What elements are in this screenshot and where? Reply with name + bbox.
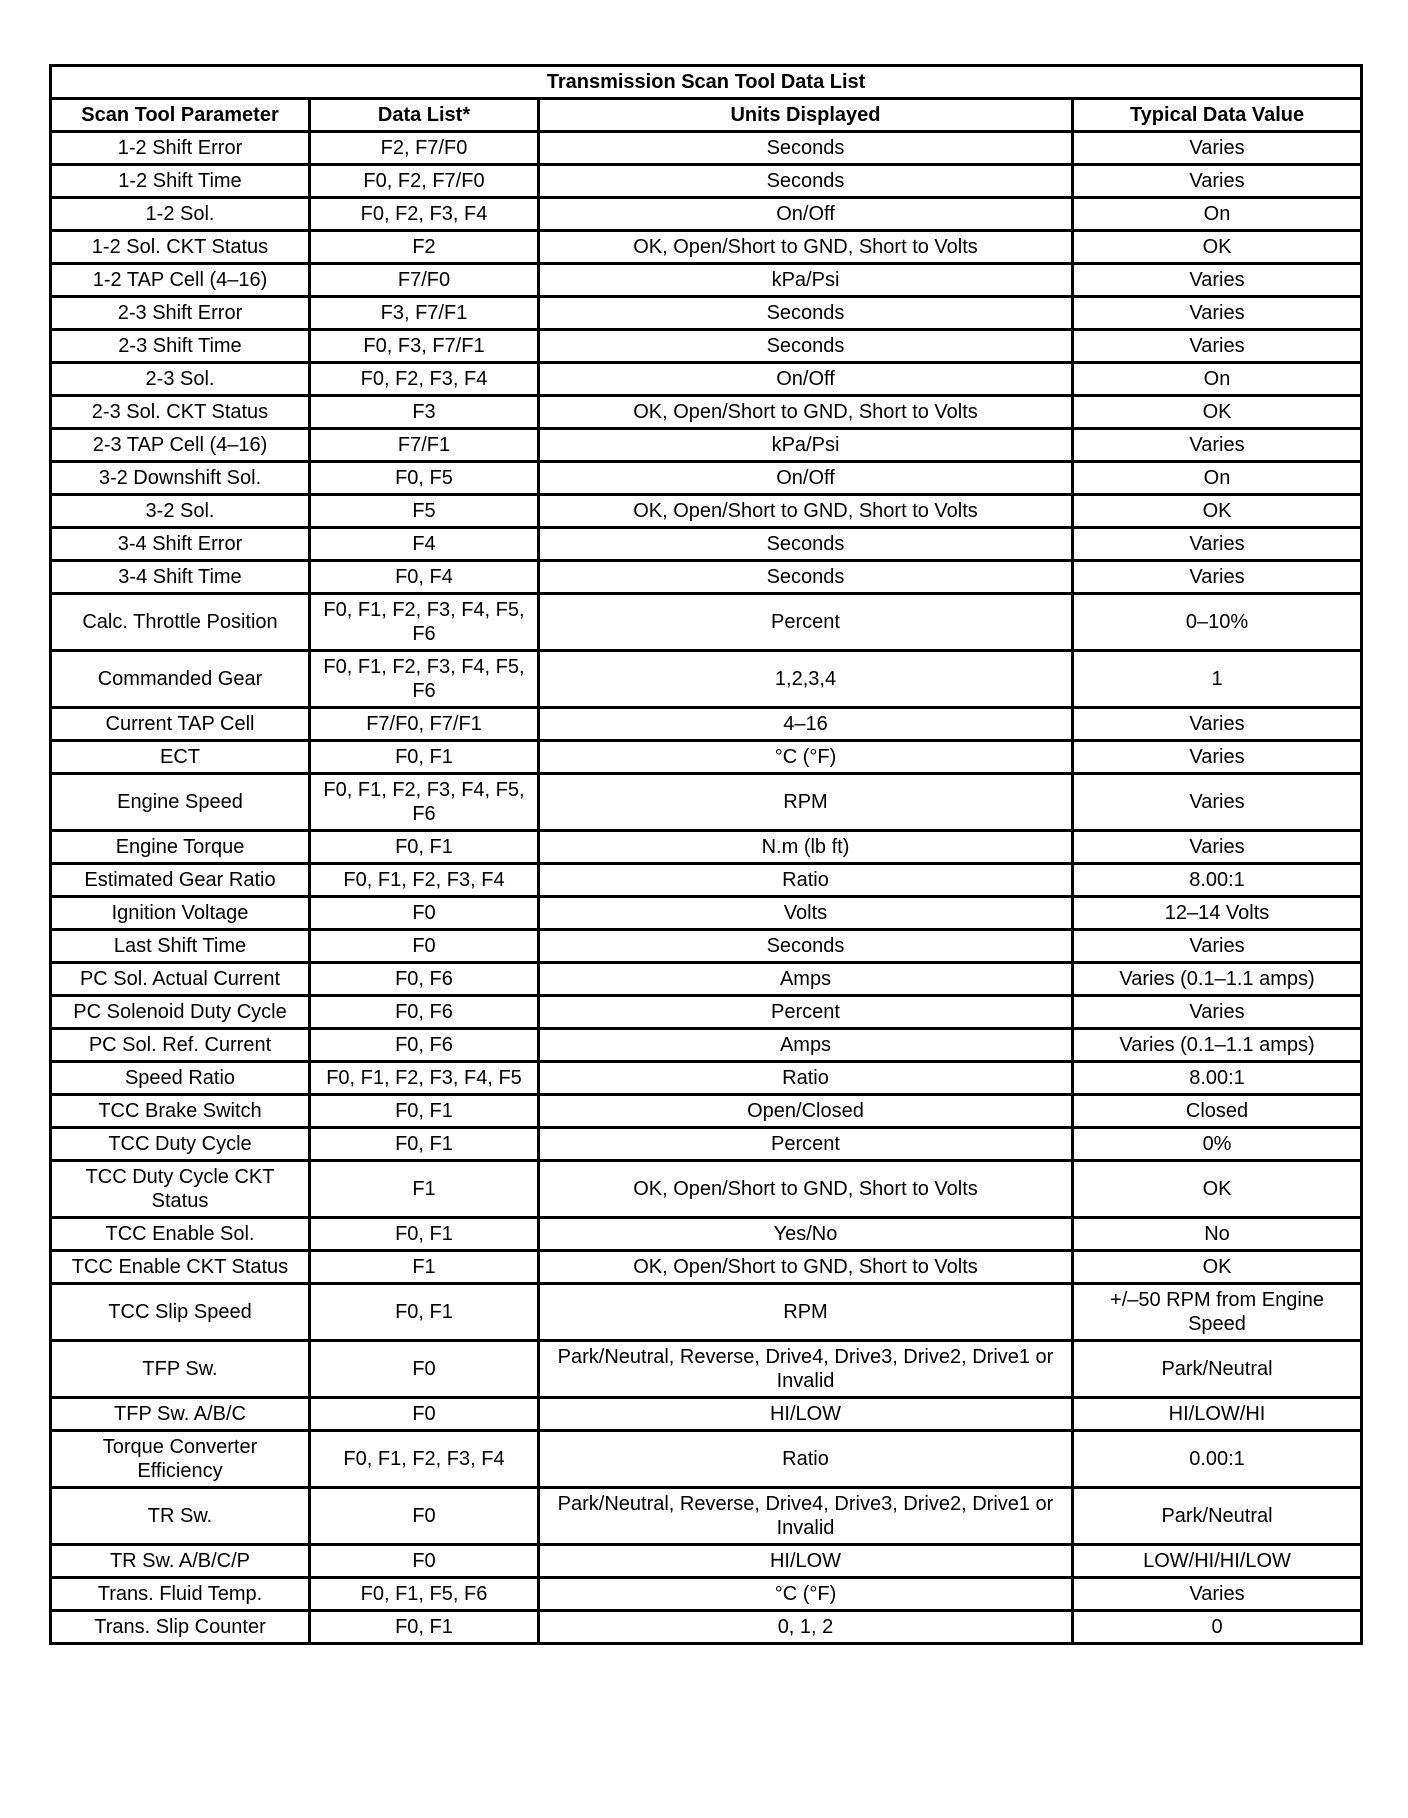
cell-units: On/Off	[539, 462, 1073, 495]
cell-units: OK, Open/Short to GND, Short to Volts	[539, 396, 1073, 429]
cell-data-list: F0, F1, F5, F6	[310, 1578, 539, 1611]
cell-data-list: F7/F0, F7/F1	[310, 708, 539, 741]
cell-parameter: PC Solenoid Duty Cycle	[51, 996, 310, 1029]
cell-data-list: F0, F1, F2, F3, F4	[310, 864, 539, 897]
cell-typical-value: Varies	[1073, 528, 1362, 561]
cell-typical-value: OK	[1073, 1161, 1362, 1218]
cell-typical-value: Varies	[1073, 429, 1362, 462]
cell-data-list: F0, F1, F2, F3, F4, F5	[310, 1062, 539, 1095]
table-row	[51, 1284, 1362, 1341]
cell-units: Seconds	[539, 330, 1073, 363]
table-row	[51, 1062, 1362, 1095]
cell-data-list: F0, F4	[310, 561, 539, 594]
cell-parameter: Last Shift Time	[51, 930, 310, 963]
cell-typical-value: Park/Neutral	[1073, 1488, 1362, 1545]
cell-data-list: F2, F7/F0	[310, 132, 539, 165]
cell-parameter: TCC Duty Cycle	[51, 1128, 310, 1161]
table-row	[51, 1398, 1362, 1431]
cell-parameter: Commanded Gear	[51, 651, 310, 708]
table-row	[51, 1029, 1362, 1062]
table-row	[51, 462, 1362, 495]
table-row	[51, 330, 1362, 363]
cell-parameter: TCC Brake Switch	[51, 1095, 310, 1128]
cell-parameter: TCC Enable Sol.	[51, 1218, 310, 1251]
cell-data-list: F0, F1, F2, F3, F4, F5, F6	[310, 594, 539, 651]
cell-data-list: F2	[310, 231, 539, 264]
cell-data-list: F0, F1	[310, 831, 539, 864]
cell-data-list: F0	[310, 1545, 539, 1578]
cell-parameter: TCC Enable CKT Status	[51, 1251, 310, 1284]
cell-data-list: F0, F2, F7/F0	[310, 165, 539, 198]
cell-data-list: F0, F3, F7/F1	[310, 330, 539, 363]
cell-units: HI/LOW	[539, 1545, 1073, 1578]
table-title: Transmission Scan Tool Data List	[51, 66, 1362, 99]
cell-typical-value: 1	[1073, 651, 1362, 708]
cell-parameter: 1-2 Shift Time	[51, 165, 310, 198]
table-row	[51, 1488, 1362, 1545]
cell-data-list: F0, F1	[310, 1284, 539, 1341]
cell-units: Seconds	[539, 561, 1073, 594]
cell-units: Ratio	[539, 1431, 1073, 1488]
cell-typical-value: OK	[1073, 231, 1362, 264]
cell-units: On/Off	[539, 363, 1073, 396]
table-row	[51, 1218, 1362, 1251]
cell-typical-value: Varies	[1073, 930, 1362, 963]
cell-parameter: TR Sw.	[51, 1488, 310, 1545]
cell-typical-value: +/–50 RPM from Engine Speed	[1073, 1284, 1362, 1341]
cell-units: °C (°F)	[539, 1578, 1073, 1611]
cell-typical-value: 8.00:1	[1073, 864, 1362, 897]
cell-parameter: 3-2 Sol.	[51, 495, 310, 528]
cell-units: Seconds	[539, 528, 1073, 561]
cell-typical-value: OK	[1073, 1251, 1362, 1284]
cell-parameter: TR Sw. A/B/C/P	[51, 1545, 310, 1578]
cell-units: On/Off	[539, 198, 1073, 231]
table-row	[51, 963, 1362, 996]
cell-data-list: F0	[310, 1488, 539, 1545]
cell-typical-value: LOW/HI/HI/LOW	[1073, 1545, 1362, 1578]
cell-units: OK, Open/Short to GND, Short to Volts	[539, 231, 1073, 264]
column-header-units: Units Displayed	[539, 99, 1073, 132]
cell-data-list: F0, F2, F3, F4	[310, 198, 539, 231]
cell-data-list: F0, F1, F2, F3, F4, F5, F6	[310, 651, 539, 708]
cell-data-list: F7/F0	[310, 264, 539, 297]
cell-data-list: F0, F6	[310, 963, 539, 996]
cell-parameter: 1-2 Sol.	[51, 198, 310, 231]
cell-parameter: PC Sol. Actual Current	[51, 963, 310, 996]
cell-data-list: F7/F1	[310, 429, 539, 462]
column-header-typical-value: Typical Data Value	[1073, 99, 1362, 132]
cell-data-list: F0, F1	[310, 1095, 539, 1128]
cell-parameter: TFP Sw.	[51, 1341, 310, 1398]
cell-units: Percent	[539, 1128, 1073, 1161]
cell-typical-value: Varies	[1073, 165, 1362, 198]
cell-typical-value: On	[1073, 462, 1362, 495]
cell-parameter: TCC Slip Speed	[51, 1284, 310, 1341]
cell-parameter: TFP Sw. A/B/C	[51, 1398, 310, 1431]
cell-units: Seconds	[539, 297, 1073, 330]
table-title-row	[51, 66, 1362, 99]
cell-units: Ratio	[539, 864, 1073, 897]
cell-data-list: F0	[310, 930, 539, 963]
table-row	[51, 897, 1362, 930]
cell-typical-value: 0–10%	[1073, 594, 1362, 651]
cell-typical-value: 12–14 Volts	[1073, 897, 1362, 930]
cell-parameter: 2-3 Shift Error	[51, 297, 310, 330]
cell-units: Volts	[539, 897, 1073, 930]
cell-typical-value: OK	[1073, 495, 1362, 528]
cell-units: Yes/No	[539, 1218, 1073, 1251]
cell-data-list: F3	[310, 396, 539, 429]
cell-data-list: F0, F1	[310, 1611, 539, 1644]
cell-units: Amps	[539, 963, 1073, 996]
column-header-data-list: Data List*	[310, 99, 539, 132]
cell-data-list: F0, F2, F3, F4	[310, 363, 539, 396]
cell-units: Park/Neutral, Reverse, Drive4, Drive3, Drive2, Drive1 or Invalid	[539, 1341, 1073, 1398]
cell-units: 0, 1, 2	[539, 1611, 1073, 1644]
cell-units: Percent	[539, 996, 1073, 1029]
table-row	[51, 363, 1362, 396]
cell-units: Amps	[539, 1029, 1073, 1062]
cell-units: OK, Open/Short to GND, Short to Volts	[539, 495, 1073, 528]
cell-data-list: F0, F5	[310, 462, 539, 495]
cell-units: kPa/Psi	[539, 264, 1073, 297]
cell-units: OK, Open/Short to GND, Short to Volts	[539, 1161, 1073, 1218]
cell-data-list: F1	[310, 1161, 539, 1218]
table-row	[51, 996, 1362, 1029]
cell-data-list: F0, F1	[310, 1218, 539, 1251]
cell-parameter: Torque Converter Efficiency	[51, 1431, 310, 1488]
table-row	[51, 1578, 1362, 1611]
cell-parameter: Current TAP Cell	[51, 708, 310, 741]
table-row	[51, 165, 1362, 198]
cell-parameter: Trans. Slip Counter	[51, 1611, 310, 1644]
cell-units: OK, Open/Short to GND, Short to Volts	[539, 1251, 1073, 1284]
cell-parameter: Engine Torque	[51, 831, 310, 864]
cell-units: RPM	[539, 1284, 1073, 1341]
cell-data-list: F0, F6	[310, 1029, 539, 1062]
cell-typical-value: 0.00:1	[1073, 1431, 1362, 1488]
cell-typical-value: Varies	[1073, 330, 1362, 363]
cell-parameter: 1-2 TAP Cell (4–16)	[51, 264, 310, 297]
table-row	[51, 264, 1362, 297]
table-row	[51, 132, 1362, 165]
table-row	[51, 528, 1362, 561]
table-row	[51, 1431, 1362, 1488]
cell-parameter: 1-2 Shift Error	[51, 132, 310, 165]
cell-parameter: 2-3 Sol.	[51, 363, 310, 396]
cell-units: RPM	[539, 774, 1073, 831]
cell-units: Open/Closed	[539, 1095, 1073, 1128]
cell-typical-value: Varies	[1073, 1578, 1362, 1611]
cell-parameter: 3-2 Downshift Sol.	[51, 462, 310, 495]
cell-typical-value: 0%	[1073, 1128, 1362, 1161]
table-row	[51, 651, 1362, 708]
table-row	[51, 1161, 1362, 1218]
table-row	[51, 1341, 1362, 1398]
table-row	[51, 831, 1362, 864]
table-row	[51, 1251, 1362, 1284]
cell-units: N.m (lb ft)	[539, 831, 1073, 864]
cell-typical-value: Varies	[1073, 708, 1362, 741]
cell-units: Park/Neutral, Reverse, Drive4, Drive3, Drive2, Drive1 or Invalid	[539, 1488, 1073, 1545]
cell-typical-value: Park/Neutral	[1073, 1341, 1362, 1398]
cell-parameter: TCC Duty Cycle CKT Status	[51, 1161, 310, 1218]
table-header-row	[51, 99, 1362, 132]
table-row	[51, 1128, 1362, 1161]
cell-data-list: F0, F1, F2, F3, F4, F5, F6	[310, 774, 539, 831]
cell-data-list: F1	[310, 1251, 539, 1284]
cell-parameter: 2-3 Shift Time	[51, 330, 310, 363]
table-row	[51, 708, 1362, 741]
cell-units: 1,2,3,4	[539, 651, 1073, 708]
cell-typical-value: Varies	[1073, 741, 1362, 774]
cell-typical-value: On	[1073, 198, 1362, 231]
cell-data-list: F4	[310, 528, 539, 561]
cell-units: 4–16	[539, 708, 1073, 741]
table-row	[51, 930, 1362, 963]
cell-parameter: Estimated Gear Ratio	[51, 864, 310, 897]
cell-units: °C (°F)	[539, 741, 1073, 774]
table-row	[51, 297, 1362, 330]
cell-units: HI/LOW	[539, 1398, 1073, 1431]
cell-typical-value: OK	[1073, 396, 1362, 429]
cell-parameter: Trans. Fluid Temp.	[51, 1578, 310, 1611]
cell-data-list: F0	[310, 897, 539, 930]
cell-data-list: F0, F1	[310, 741, 539, 774]
table-row	[51, 864, 1362, 897]
cell-typical-value: Closed	[1073, 1095, 1362, 1128]
cell-typical-value: Varies	[1073, 831, 1362, 864]
table-body	[51, 132, 1362, 1644]
cell-units: Seconds	[539, 132, 1073, 165]
table-row	[51, 198, 1362, 231]
cell-parameter: Ignition Voltage	[51, 897, 310, 930]
cell-units: Seconds	[539, 165, 1073, 198]
table-row	[51, 1545, 1362, 1578]
cell-data-list: F5	[310, 495, 539, 528]
table-row	[51, 741, 1362, 774]
cell-data-list: F3, F7/F1	[310, 297, 539, 330]
cell-data-list: F0, F1, F2, F3, F4	[310, 1431, 539, 1488]
cell-parameter: Calc. Throttle Position	[51, 594, 310, 651]
cell-parameter: 3-4 Shift Error	[51, 528, 310, 561]
cell-parameter: 2-3 TAP Cell (4–16)	[51, 429, 310, 462]
cell-parameter: Speed Ratio	[51, 1062, 310, 1095]
table-row	[51, 1095, 1362, 1128]
table-row	[51, 561, 1362, 594]
cell-data-list: F0, F6	[310, 996, 539, 1029]
cell-typical-value: Varies	[1073, 996, 1362, 1029]
cell-units: Seconds	[539, 930, 1073, 963]
table-row	[51, 231, 1362, 264]
cell-parameter: ECT	[51, 741, 310, 774]
cell-units: kPa/Psi	[539, 429, 1073, 462]
cell-parameter: PC Sol. Ref. Current	[51, 1029, 310, 1062]
table-row	[51, 495, 1362, 528]
cell-typical-value: Varies (0.1–1.1 amps)	[1073, 963, 1362, 996]
cell-typical-value: Varies	[1073, 132, 1362, 165]
cell-typical-value: Varies	[1073, 774, 1362, 831]
table-row	[51, 396, 1362, 429]
table-row	[51, 774, 1362, 831]
table-row	[51, 594, 1362, 651]
cell-data-list: F0	[310, 1398, 539, 1431]
cell-units: Percent	[539, 594, 1073, 651]
scan-tool-data-table	[49, 64, 1363, 1645]
table-row	[51, 1611, 1362, 1644]
column-header-parameter: Scan Tool Parameter	[51, 99, 310, 132]
cell-parameter: 3-4 Shift Time	[51, 561, 310, 594]
cell-data-list: F0, F1	[310, 1128, 539, 1161]
table-row	[51, 429, 1362, 462]
cell-typical-value: Varies	[1073, 264, 1362, 297]
cell-typical-value: On	[1073, 363, 1362, 396]
cell-units: Ratio	[539, 1062, 1073, 1095]
cell-parameter: 1-2 Sol. CKT Status	[51, 231, 310, 264]
cell-parameter: 2-3 Sol. CKT Status	[51, 396, 310, 429]
cell-data-list: F0	[310, 1341, 539, 1398]
cell-typical-value: Varies	[1073, 561, 1362, 594]
cell-typical-value: 0	[1073, 1611, 1362, 1644]
cell-typical-value: 8.00:1	[1073, 1062, 1362, 1095]
cell-parameter: Engine Speed	[51, 774, 310, 831]
cell-typical-value: HI/LOW/HI	[1073, 1398, 1362, 1431]
cell-typical-value: No	[1073, 1218, 1362, 1251]
cell-typical-value: Varies	[1073, 297, 1362, 330]
cell-typical-value: Varies (0.1–1.1 amps)	[1073, 1029, 1362, 1062]
